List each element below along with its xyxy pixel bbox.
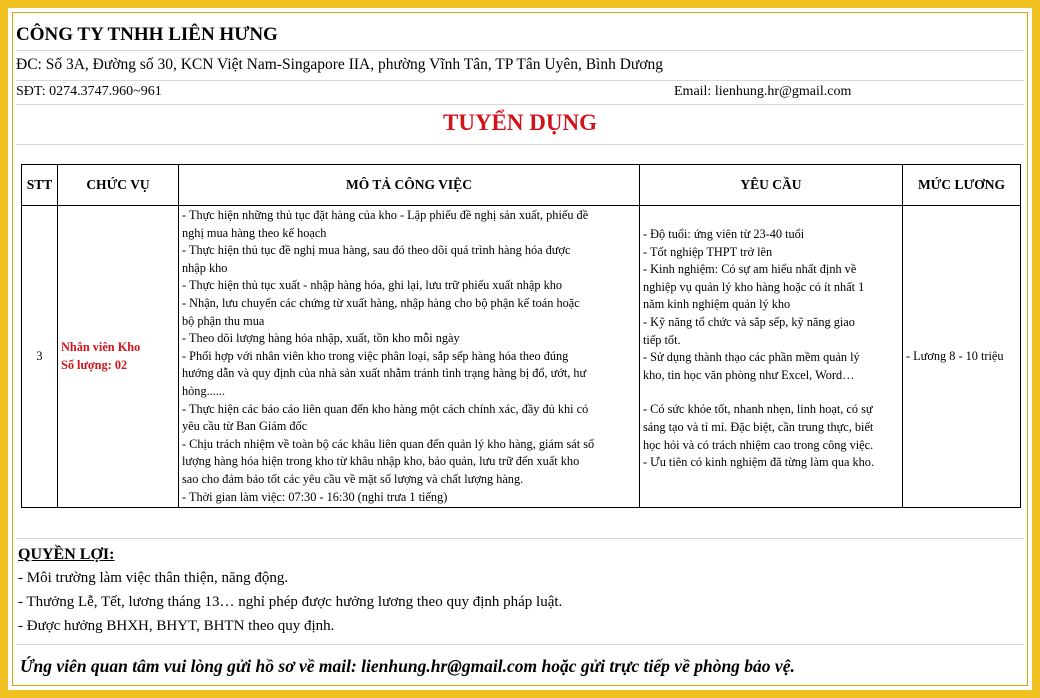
job-table — [21, 164, 1021, 508]
requirement-line: - Tốt nghiệp THPT trở lên — [643, 244, 773, 259]
requirement-line: - Sử dụng thành thạo các phần mềm quản lý — [643, 350, 860, 365]
description-line: lượng hàng hóa hiện trong kho từ khâu nhập kho, bảo quản, lưu trữ đến xuất kho — [182, 454, 580, 469]
company-email: Email: lienhung.hr@gmail.com — [674, 84, 852, 99]
row-salary: - Lương 8 - 10 triệu — [903, 206, 1021, 508]
header-requirements: YÊU CẦU — [640, 165, 903, 206]
description-line: - Thời gian làm việc: 07:30 - 16:30 (nghỉ trưa 1 tiếng) — [182, 489, 448, 504]
requirement-line: - Kỹ năng tổ chức và sắp sếp, kỹ năng giao — [643, 314, 855, 329]
description-line: sao cho đảm bảo tốt các yêu cầu về mặt số lượng và chất lượng hàng. — [182, 471, 524, 486]
requirement-line: kho, tin học văn phòng như Excel, Word… — [643, 367, 855, 382]
header-position: CHỨC VỤ — [58, 165, 179, 206]
benefit-item: - Được hưởng BHXH, BHYT, BHTN theo quy định. — [18, 618, 335, 634]
header-salary: MỨC LƯƠNG — [903, 165, 1021, 206]
requirement-line: - Độ tuổi: ứng viên từ 23-40 tuổi — [643, 227, 805, 241]
company-name: CÔNG TY TNHH LIÊN HƯNG — [16, 24, 278, 45]
gridline — [16, 50, 1024, 51]
row-description — [179, 206, 640, 508]
row-requirements — [640, 206, 903, 508]
description-line: nhập kho — [182, 260, 228, 275]
description-line: nghị mua hàng theo kế hoạch — [182, 225, 327, 240]
table-header-row — [22, 165, 1021, 206]
requirement-line: tiếp tốt. — [643, 332, 681, 347]
description-line: - Thực hiện thủ tục xuất - nhập hàng hóa, ghi lại, lưu trữ phiếu xuất nhập kho — [182, 278, 563, 293]
row-stt: 3 — [22, 206, 58, 508]
description-line: - Phối hợp với nhân viên kho trong việc phân loại, sắp sếp hàng hóa theo đúng — [182, 348, 569, 363]
company-phone: SĐT: 0274.3747.960~961 — [16, 84, 162, 99]
description-line: - Thực hiện thủ tục đề nghị mua hàng, sau đó theo dõi quá trình hàng hóa được — [182, 243, 571, 258]
description-line: - Thực hiện những thủ tục đặt hàng của kho - Lập phiếu đề nghị sản xuất, phiếu đề — [182, 208, 589, 222]
requirement-line: học hỏi và có trách nhiệm cao trong công việc. — [643, 437, 874, 452]
header-stt: STT — [22, 165, 58, 206]
gridline — [16, 644, 1024, 645]
page-title: TUYỂN DỤNG — [443, 110, 597, 135]
gridline — [16, 538, 1024, 539]
description-line: - Nhận, lưu chuyển các chứng từ xuất hàng, nhập hàng cho bộ phận kế toán hoặc — [182, 295, 580, 310]
description-line: hướng dẫn và quy định của nhà sản xuất nhằm tránh tình trạng hàng bị đổ, ướt, hư — [182, 366, 587, 381]
requirement-line: nghiệp vụ quản lý kho hàng hoặc có ít nhất 1 — [643, 279, 865, 294]
benefits-title: QUYỀN LỢI: — [18, 546, 115, 563]
company-address: ĐC: Số 3A, Đường số 30, KCN Việt Nam-Singapore IIA, phường Vĩnh Tân, TP Tân Uyên, Bình Dương — [16, 56, 664, 73]
gridline — [16, 104, 1024, 105]
header-description: MÔ TẢ CÔNG VIỆC — [179, 165, 640, 206]
description-line: hỏng...... — [182, 383, 226, 398]
table-row — [22, 206, 1021, 508]
gridline — [16, 80, 1024, 81]
description-line: bộ phận thu mua — [182, 313, 265, 328]
requirement-line: năm kinh nghiệm quản lý kho — [643, 297, 791, 312]
description-line: yêu cầu từ Ban Giám đốc — [182, 419, 308, 434]
requirement-spacer — [643, 384, 899, 401]
requirement-line: sáng tạo và tỉ mỉ. Đặc biệt, cần trung thực, biết — [643, 419, 874, 434]
requirement-line: - Ưu tiên có kinh nghiệm đã từng làm qua kho. — [643, 455, 875, 470]
row-position — [58, 206, 179, 508]
benefit-item: - Thưởng Lễ, Tết, lương tháng 13… nghỉ phép được hưởng lương theo quy định pháp luật. — [18, 594, 563, 610]
contact-footer: Ứng viên quan tâm vui lòng gửi hồ sơ về mail: lienhung.hr@gmail.com hoặc gửi trực tiếp về phòng bảo vệ. — [20, 656, 795, 676]
description-line: - Theo dõi lượng hàng hóa nhập, xuất, tồn kho mỗi ngày — [182, 331, 460, 346]
position-quantity: Số lượng: 02 — [61, 357, 128, 372]
position-title: Nhân viên Kho — [61, 339, 141, 354]
requirement-line: - Có sức khỏe tốt, nhanh nhẹn, linh hoạt, có sự — [643, 402, 873, 417]
gridline — [16, 144, 1024, 145]
description-line: - Thực hiện các báo cáo liên quan đến kho hàng một cách chính xác, đầy đủ khi có — [182, 401, 589, 416]
description-line: - Chịu trách nhiệm về toàn bộ các khâu liên quan đến quản lý kho hàng, giám sát số — [182, 436, 595, 451]
benefit-item: - Môi trường làm việc thân thiện, năng động. — [18, 570, 289, 586]
requirement-line: - Kinh nghiệm: Có sự am hiểu nhất định về — [643, 262, 857, 277]
